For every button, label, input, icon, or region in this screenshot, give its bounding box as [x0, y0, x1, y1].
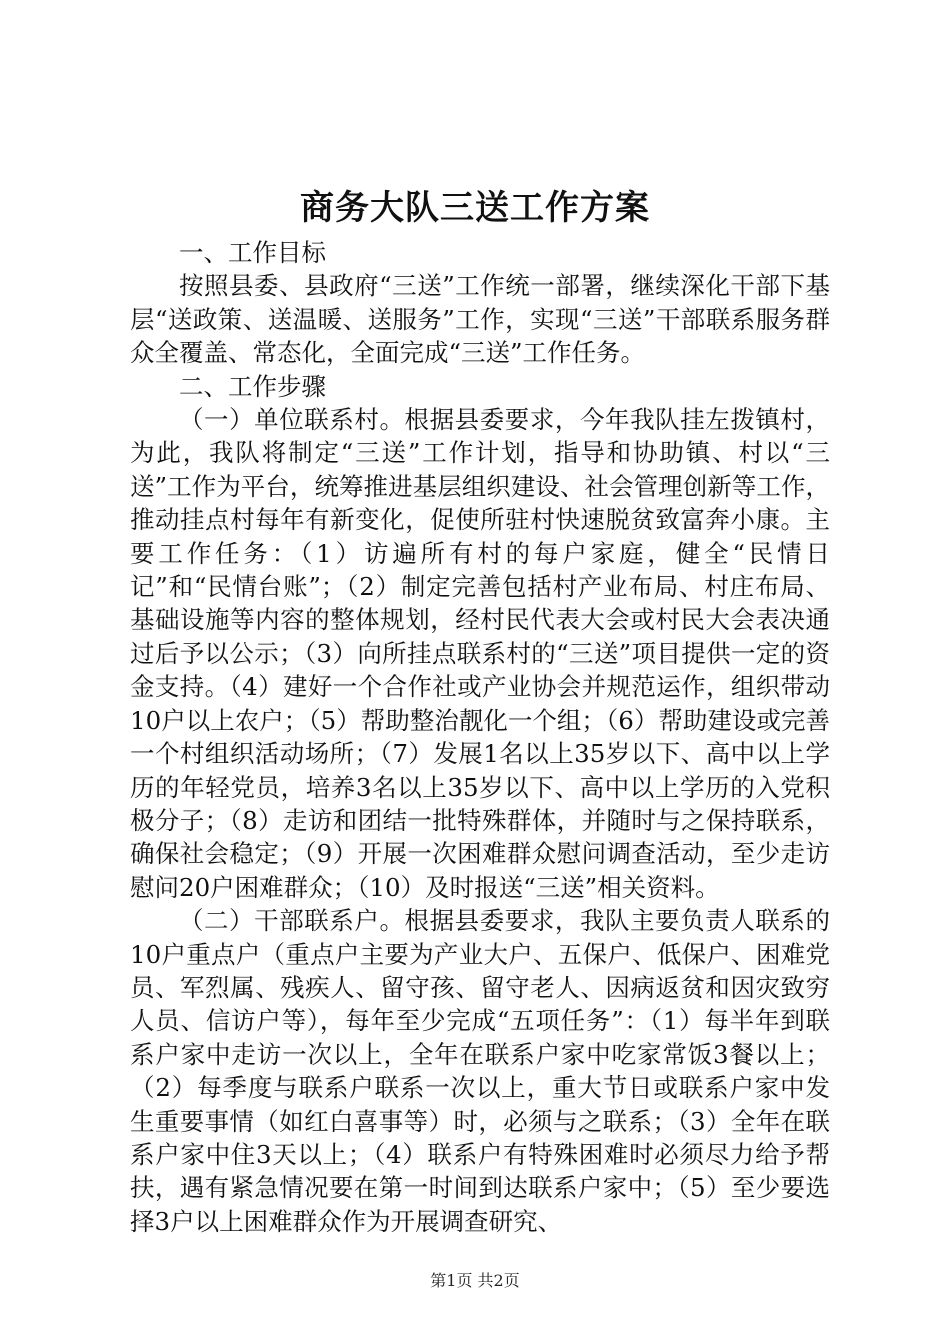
section-heading-steps: 二、工作步骤 [179, 371, 326, 401]
page-footer: 第1页 共2页 [430, 1271, 520, 1290]
document-body [130, 236, 830, 1238]
paragraph-goals: 按照县委、县政府“三送”工作统一部署，继续深化干部下基层“送政策、送温暖、送服务”工作，实现“三送”干部联系服务群众全覆盖、常态化，全面完成“三送”工作任务。 [130, 271, 830, 368]
paragraph-unit-village: （一）单位联系村。根据县委要求，今年我队挂左拨镇村，为此，我队将制定“三送”工作计划，指导和协助镇、村以“三送”工作为平台，统筹推进基层组织建设、社会管理创新等工作，推动挂点村每年有新变化，促使所驻村快速脱贫致富奔小康。主要工作任务：（1）访遍所有村的每户家庭，健全“民情日记”和“民情台账”；（2）制定完善包括村产业布局、村庄布局、基础设施等内容的整体规划，经村民代表大会或村民大会表决通过后予以公示；（3）向所挂点联系村的“三送”项目提供一定的资金支持。（4）建好一个合作社或产业协会并规范运作，组织带动10户以上农户；（5）帮助整治靓化一个组；（6）帮助建设或完善一个村组织活动场所；（7）发展1名以上35岁以下、高中以上学历的年轻党员，培养3名以上35岁以下、高中以上学历的入党积极分子；（8）走访和团结一批特殊群体，并随时与之保持联系，确保社会稳定；（9）开展一次困难群众慰问调查活动，至少走访慰问20户困难群众；（10）及时报送“三送”相关资料。 [130, 405, 830, 902]
document-title: 商务大队三送工作方案 [300, 188, 650, 228]
paragraph-cadre-household: （二）干部联系户。根据县委要求，我队主要负责人联系的10户重点户（重点户主要为产业大户、五保户、低保户、困难党员、军烈属、残疾人、留守孩、留守老人、因病返贫和因灾致穷人员、信访户等），每年至少完成“五项任务”：（1）每半年到联系户家中走访一次以上，全年在联系户家中吃家常饭3餐以上；（2）每季度与联系户联系一次以上，重大节日或联系户家中发生重要事情（如红白喜事等）时，必须与之联系；（3）全年在联系户家中住3天以上；（4）联系户有特殊困难时必须尽力给予帮扶，遇有紧急情况要在第一时间到达联系户家中；（5）至少要选择3户以上困难群众作为开展调查研究、 [130, 906, 830, 1236]
section-heading-goals: 一、工作目标 [179, 238, 326, 267]
